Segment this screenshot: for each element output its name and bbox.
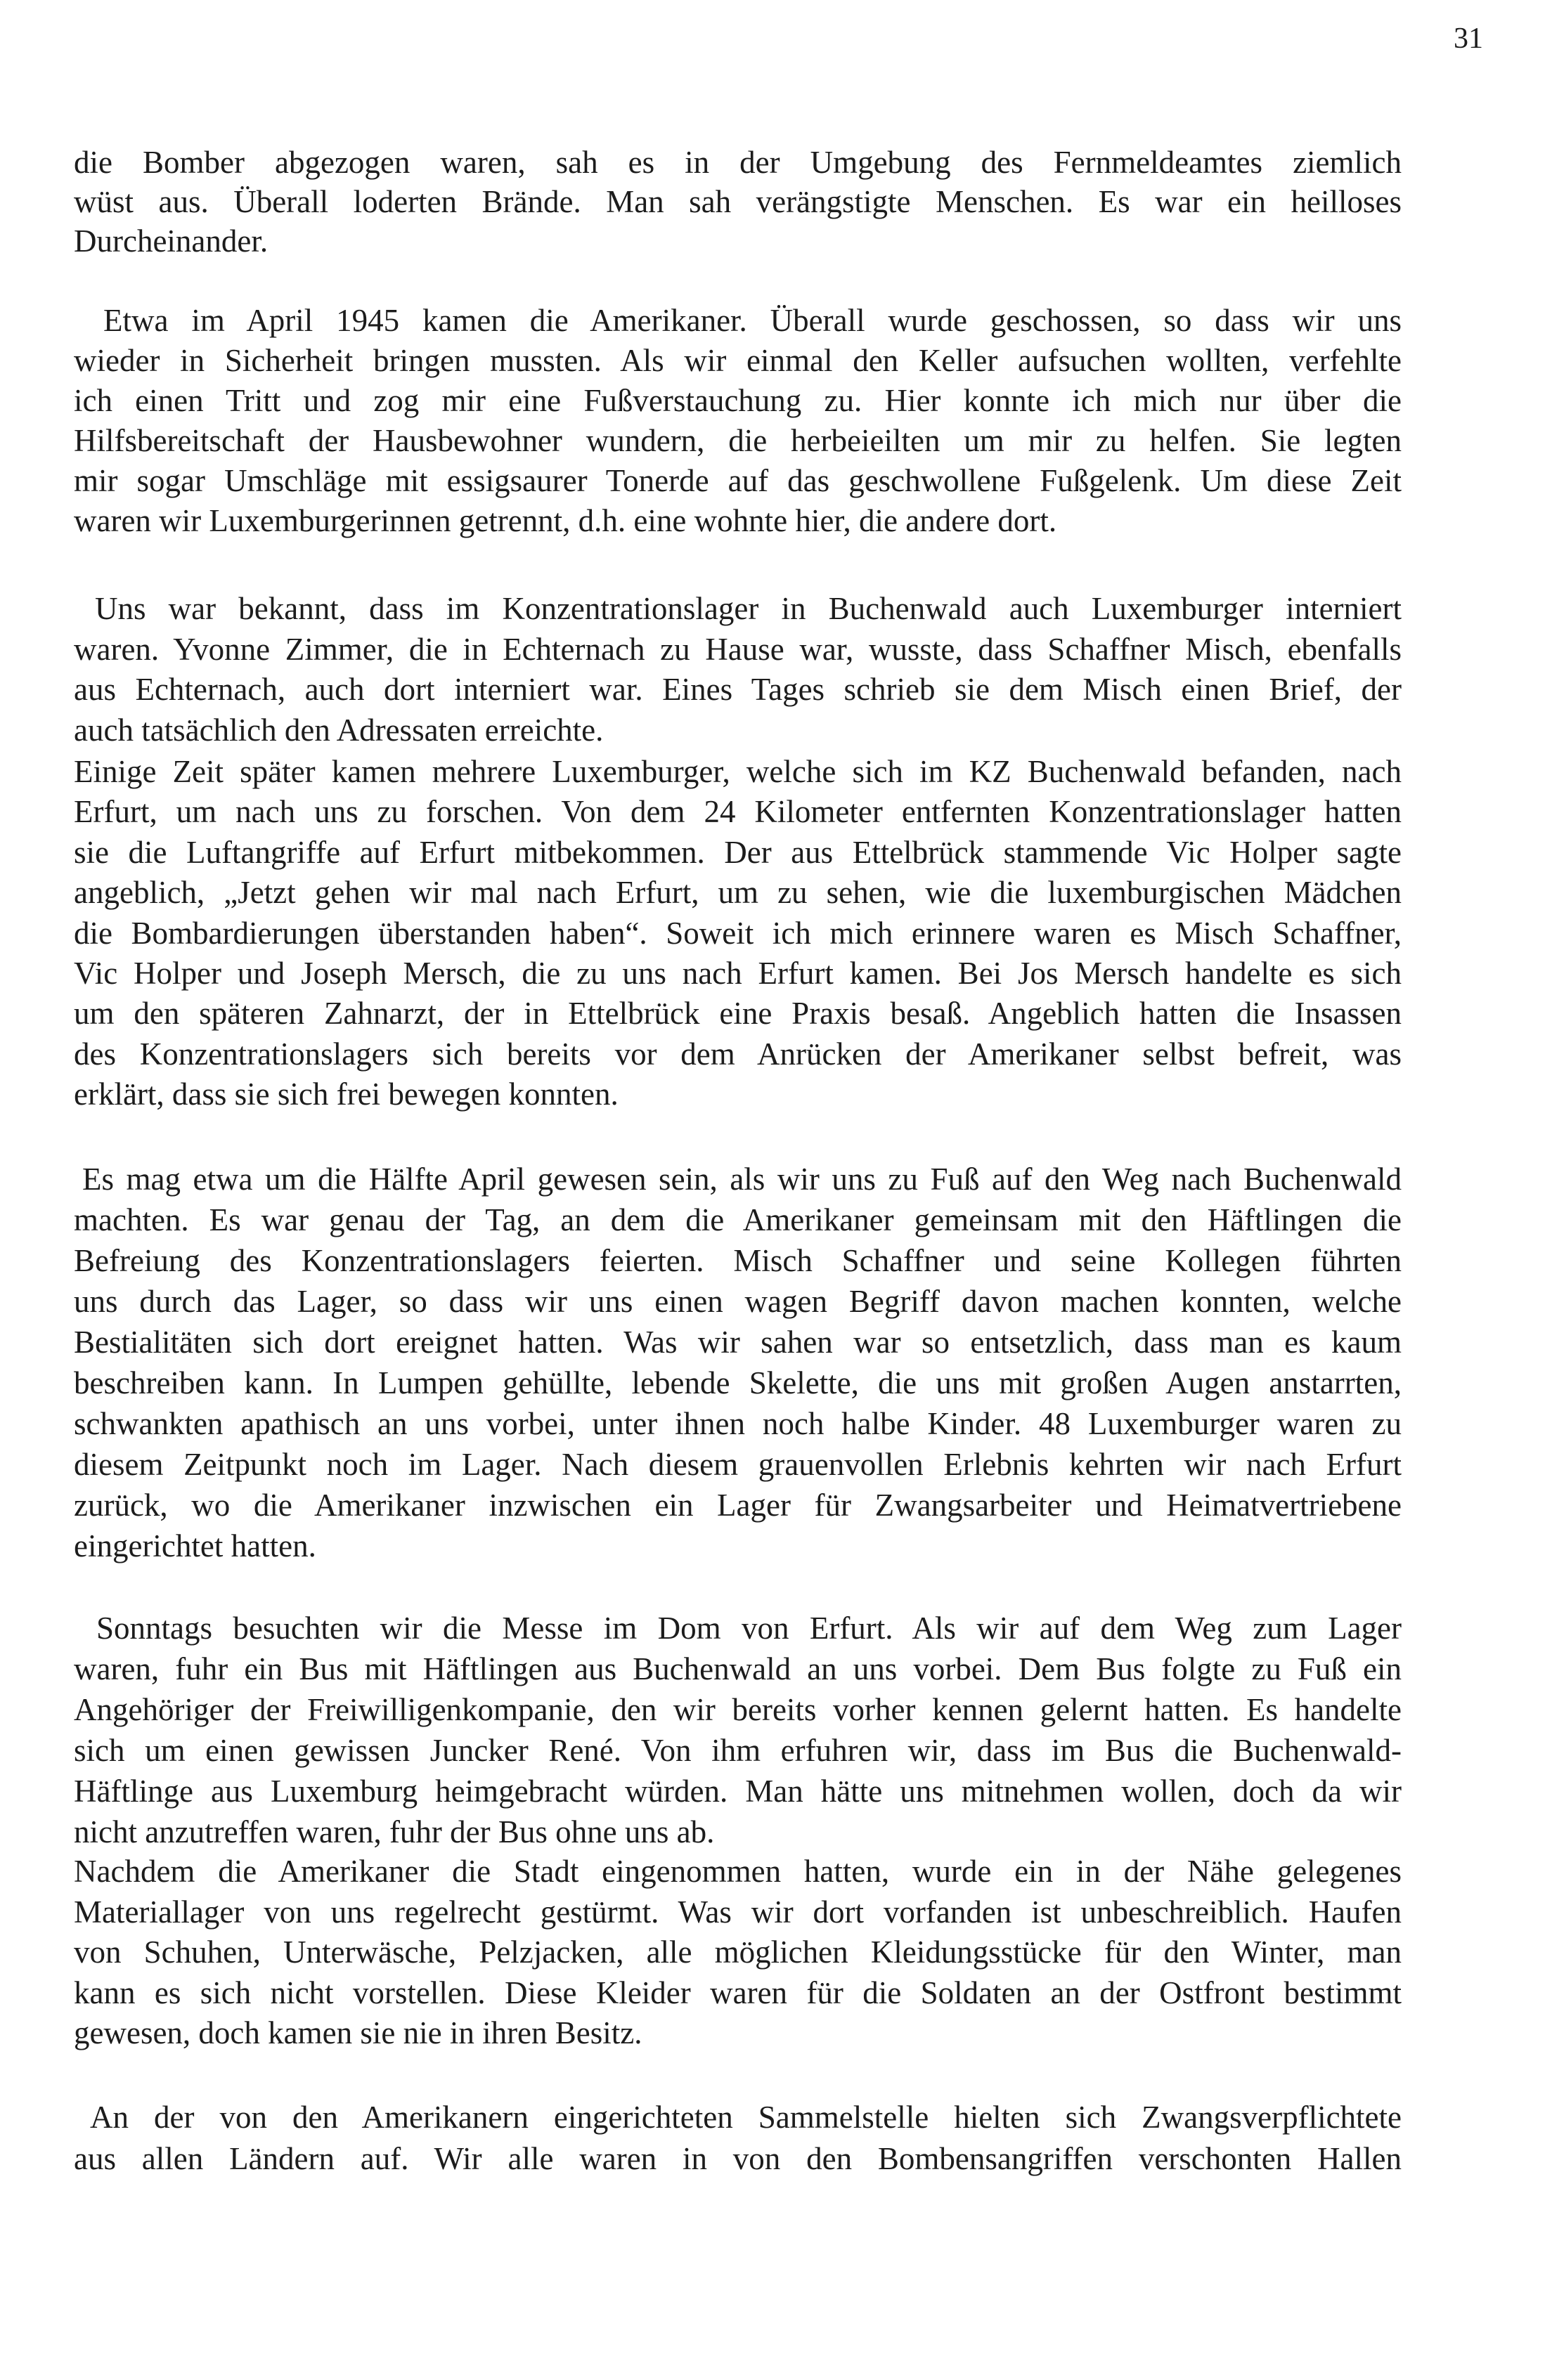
- paragraph: [74, 1608, 1402, 1852]
- text-line: Etwa im April 1945 kamen die Amerikaner. Überall wurde geschossen, so dass wir uns: [103, 303, 1402, 338]
- text-line: Bestialitäten sich dort ereignet hatten. Was wir sahen war so entsetzlich, dass man es kaum: [74, 1325, 1402, 1360]
- text-line: Durcheinander.: [74, 223, 269, 259]
- text-line: sich um einen gewissen Juncker René. Von ihm erfuhren wir, dass im Bus die Buchenwald-: [74, 1733, 1402, 1768]
- text-line: sie die Luftangriffe auf Erfurt mitbekommen. Der aus Ettelbrück stammende Vic Holper sagte: [74, 834, 1402, 870]
- text-line: waren, fuhr ein Bus mit Häftlingen aus Buchenwald an uns vorbei. Dem Bus folgte zu Fuß ein: [74, 1651, 1402, 1686]
- text-line: wüst aus. Überall loderten Brände. Man sah verängstigte Menschen. Es war ein heilloses: [74, 184, 1402, 219]
- text-line: erklärt, dass sie sich frei bewegen konnten.: [74, 1077, 619, 1112]
- paragraph: [74, 301, 1402, 541]
- paragraph: [74, 2097, 1402, 2180]
- text-line: angeblich, „Jetzt gehen wir mal nach Erfurt, um zu sehen, wie die luxemburgischen Mädchen: [74, 875, 1402, 911]
- text-line: Häftlinge aus Luxemburg heimgebracht würden. Man hätte uns mitnehmen wollen, doch da wir: [74, 1774, 1402, 1809]
- text-line: Sonntags besuchten wir die Messe im Dom von Erfurt. Als wir auf dem Weg zum Lager: [96, 1611, 1402, 1646]
- text-line: schwankten apathisch an uns vorbei, unter ihnen noch halbe Kinder. 48 Luxemburger waren zu: [74, 1406, 1402, 1441]
- paragraph: [74, 589, 1402, 751]
- text-line: Uns war bekannt, dass im Konzentrationslager in Buchenwald auch Luxemburger interniert: [95, 591, 1402, 626]
- text-line: Nachdem die Amerikaner die Stadt eingenommen hatten, wurde ein in der Nähe gelegenes: [74, 1854, 1402, 1889]
- text-line: von Schuhen, Unterwäsche, Pelzjacken, alle möglichen Kleidungsstücke für den Winter, man: [74, 1934, 1402, 1970]
- text-line: des Konzentrationslagers sich bereits vor dem Anrücken der Amerikaner selbst befreit, was: [74, 1036, 1402, 1072]
- text-line: diesem Zeitpunkt noch im Lager. Nach diesem grauenvollen Erlebnis kehrten wir nach Erfurt: [74, 1447, 1402, 1482]
- paragraph: [74, 1852, 1402, 2054]
- paragraph: [74, 1159, 1402, 1566]
- paragraph: [74, 143, 1402, 261]
- text-line: ich einen Tritt und zog mir eine Fußverstauchung zu. Hier konnte ich mich nur über die: [74, 383, 1402, 418]
- text-line: kann es sich nicht vorstellen. Diese Kleider waren für die Soldaten an der Ostfront bestimmt: [74, 1975, 1402, 2010]
- text-line: Erfurt, um nach uns zu forschen. Von dem 24 Kilometer entfernten Konzentrationslager hatten: [74, 794, 1402, 830]
- text-line: auch tatsächlich den Adressaten erreichte.: [74, 713, 604, 748]
- text-line: die Bomber abgezogen waren, sah es in der Umgebung des Fernmeldeamtes ziemlich: [74, 145, 1402, 180]
- page-number: 31: [1454, 22, 1483, 55]
- text-line: um den späteren Zahnarzt, der in Ettelbrück eine Praxis besaß. Angeblich hatten die Insassen: [74, 996, 1402, 1032]
- text-line: zurück, wo die Amerikaner inzwischen ein Lager für Zwangsarbeiter und Heimatvertriebene: [74, 1488, 1402, 1523]
- text-line: eingerichtet hatten.: [74, 1528, 316, 1563]
- paragraph: [74, 752, 1402, 1115]
- text-line: An der von den Amerikanern eingerichteten Sammelstelle hielten sich Zwangsverpflichtete: [90, 2100, 1402, 2135]
- text-line: beschreiben kann. In Lumpen gehüllte, lebende Skelette, die uns mit großen Augen anstarrten,: [74, 1365, 1402, 1400]
- text-line: Einige Zeit später kamen mehrere Luxemburger, welche sich im KZ Buchenwald befanden, nach: [74, 754, 1402, 789]
- text-line: uns durch das Lager, so dass wir uns einen wagen Begriff davon machen konnten, welche: [74, 1284, 1402, 1319]
- text-line: aus allen Ländern auf. Wir alle waren in von den Bombensangriffen verschonten Hallen: [74, 2141, 1402, 2176]
- text-line: Materiallager von uns regelrecht gestürmt. Was wir dort vorfanden ist unbeschreiblich. Haufen: [74, 1894, 1402, 1930]
- text-line: Befreiung des Konzentrationslagers feierten. Misch Schaffner und seine Kollegen führten: [74, 1243, 1402, 1278]
- text-line: mir sogar Umschläge mit essigsaurer Tonerde auf das geschwollene Fußgelenk. Um diese Zeit: [74, 463, 1402, 498]
- text-line: machten. Es war genau der Tag, an dem die Amerikaner gemeinsam mit den Häftlingen die: [74, 1202, 1402, 1237]
- text-line: wieder in Sicherheit bringen mussten. Als wir einmal den Keller aufsuchen wollten, verfehlte: [74, 343, 1402, 378]
- text-line: gewesen, doch kamen sie nie in ihren Besitz.: [74, 2015, 642, 2050]
- text-line: Angehöriger der Freiwilligenkompanie, den wir bereits vorher kennen gelernt hatten. Es handelte: [74, 1692, 1402, 1727]
- text-line: die Bombardierungen überstanden haben“. Soweit ich mich erinnere waren es Misch Schaffner,: [74, 915, 1402, 951]
- text-line: Hilfsbereitschaft der Hausbewohner wundern, die herbeieilten um mir zu helfen. Sie legten: [74, 423, 1402, 458]
- text-line: aus Echternach, auch dort interniert war. Eines Tages schrieb sie dem Misch einen Brief, der: [74, 672, 1402, 708]
- text-line: nicht anzutreffen waren, fuhr der Bus ohne uns ab.: [74, 1814, 715, 1849]
- text-line: Es mag etwa um die Hälfte April gewesen sein, als wir uns zu Fuß auf den Weg nach Buchenwald: [82, 1162, 1402, 1197]
- text-line: waren. Yvonne Zimmer, die in Echternach zu Hause war, wusste, dass Schaffner Misch, ebenfalls: [74, 631, 1402, 667]
- text-line: Vic Holper und Joseph Mersch, die zu uns nach Erfurt kamen. Bei Jos Mersch handelte es sich: [74, 956, 1402, 991]
- text-line: waren wir Luxemburgerinnen getrennt, d.h. eine wohnte hier, die andere dort.: [74, 503, 1057, 538]
